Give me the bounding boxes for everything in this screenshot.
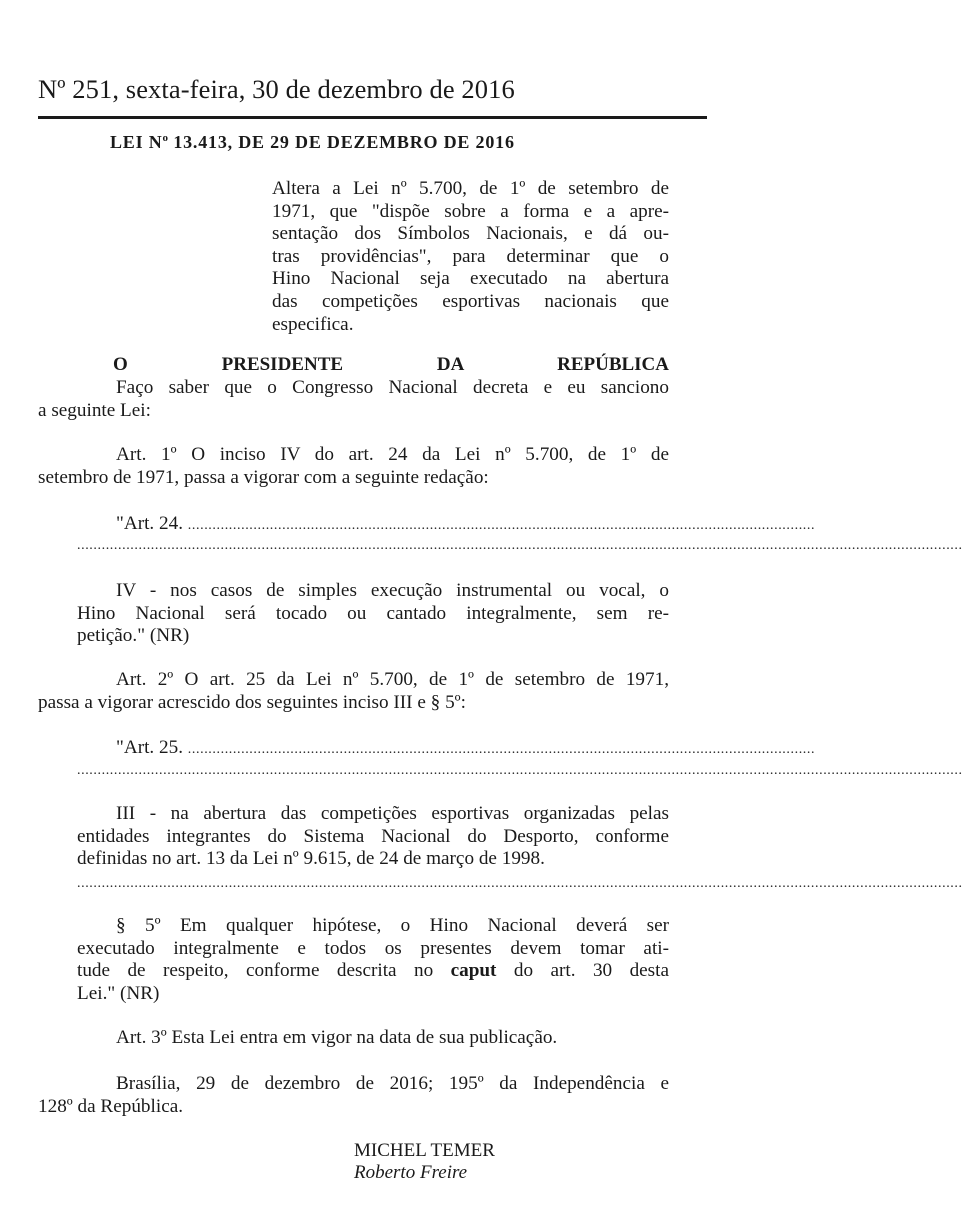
article-3: Art. 3º Esta Lei entra em vigor na data de sua publicação. (116, 1027, 558, 1048)
art24-head (116, 513, 816, 538)
inciso-iii-line: definidas no art. 13 da Lei nº 9.615, de 24 de março de 1998. (77, 848, 545, 870)
article-2 (38, 669, 669, 714)
article-1 (38, 444, 669, 489)
art25-ellipsis-line-2: ........................................................................................................................................................................................................................ (77, 876, 963, 891)
header-rule (38, 116, 707, 119)
inciso-iii-line: III - na abertura das competições esportivas organizadas pelas (116, 803, 669, 824)
presidente-heading: O PRESIDENTE DA REPÚBLICA (113, 354, 669, 375)
art25-ellipsis-line: ........................................................................................................................................................................................................................ (77, 763, 963, 778)
preambulo-line: a seguinte Lei: (38, 399, 151, 421)
paragraph-5-line: Lei." (NR) (77, 982, 160, 1004)
art24-ellipsis-line: ........................................................................................................................................................................................................................ (77, 538, 963, 553)
fecho (38, 1073, 669, 1118)
inciso-iv-line: petição." (NR) (77, 625, 190, 647)
ementa-line: especifica. (272, 313, 354, 335)
signature-president: MICHEL TEMER (354, 1140, 495, 1161)
ementa-line: 1971, que "dispõe sobre a forma e a apre- (272, 200, 669, 222)
ementa-line: Hino Nacional seja executado na abertura (272, 268, 669, 290)
paragraph-5-text: do art. 30 desta (496, 960, 669, 982)
signature-minister: Roberto Freire (354, 1162, 468, 1183)
law-title (110, 132, 515, 153)
art25-paragraph-5 (77, 915, 669, 1005)
paragraph-5-text: tude de respeito, conforme descrita no (77, 960, 451, 982)
law-title-prefix: LEI N (110, 132, 163, 152)
article-2-line: Art. 2º O art. 25 da Lei nº 5.700, de 1º de setembro de 1971, (116, 669, 669, 690)
ementa-line: sentação dos Símbolos Nacionais, e dá ou- (272, 223, 669, 245)
fecho-line: Brasília, 29 de dezembro de 2016; 195º da Independência e (116, 1073, 669, 1094)
ementa-line: Altera a Lei nº 5.700, de 1º de setembro de (272, 178, 669, 199)
paragraph-5-line: executado integralmente e todos os presentes devem tomar ati- (77, 937, 669, 959)
inciso-iv-line: Hino Nacional será tocado ou cantado integralmente, sem re- (77, 602, 669, 624)
gazette-header: Nº 251, sexta-feira, 30 de dezembro de 2016 (38, 74, 515, 104)
paragraph-5-line: § 5º Em qualquer hipótese, o Hino Nacional deverá ser (116, 915, 669, 936)
art25-head (116, 737, 816, 762)
preambulo-line: Faço saber que o Congresso Nacional decreta e eu sanciono (116, 377, 669, 398)
ementa-line: das competições esportivas nacionais que (272, 290, 669, 312)
article-1-line: Art. 1º O inciso IV do art. 24 da Lei nº 5.700, de 1º de (116, 444, 669, 465)
art24-leader-dots: ......................................................................................................................................................... (187, 518, 816, 533)
art24-head-text: "Art. 24. (116, 513, 188, 534)
inciso-iii-line: entidades integrantes do Sistema Nacional do Desporto, conforme (77, 825, 669, 847)
article-2-line: passa a vigorar acrescido dos seguintes inciso III e § 5º: (38, 691, 466, 713)
preambulo (38, 377, 669, 422)
art25-leader-dots: ......................................................................................................................................................... (187, 742, 816, 757)
caput-term: caput (450, 960, 497, 982)
inciso-iv-line: IV - nos casos de simples execução instrumental ou vocal, o (116, 580, 669, 601)
law-title-ordinal: o (162, 132, 169, 144)
law-title-number: 13.413, DE 29 DE DEZEMBRO DE 2016 (168, 132, 515, 152)
article-1-line: setembro de 1971, passa a vigorar com a seguinte redação: (38, 466, 489, 488)
art24-inciso-iv (77, 580, 669, 648)
art25-head-text: "Art. 25. (116, 737, 188, 758)
ementa (272, 178, 669, 336)
art25-inciso-iii (77, 803, 669, 871)
ementa-line: tras providências", para determinar que o (272, 245, 669, 267)
fecho-line: 128º da República. (38, 1095, 184, 1117)
paragraph-5-line (77, 960, 669, 983)
